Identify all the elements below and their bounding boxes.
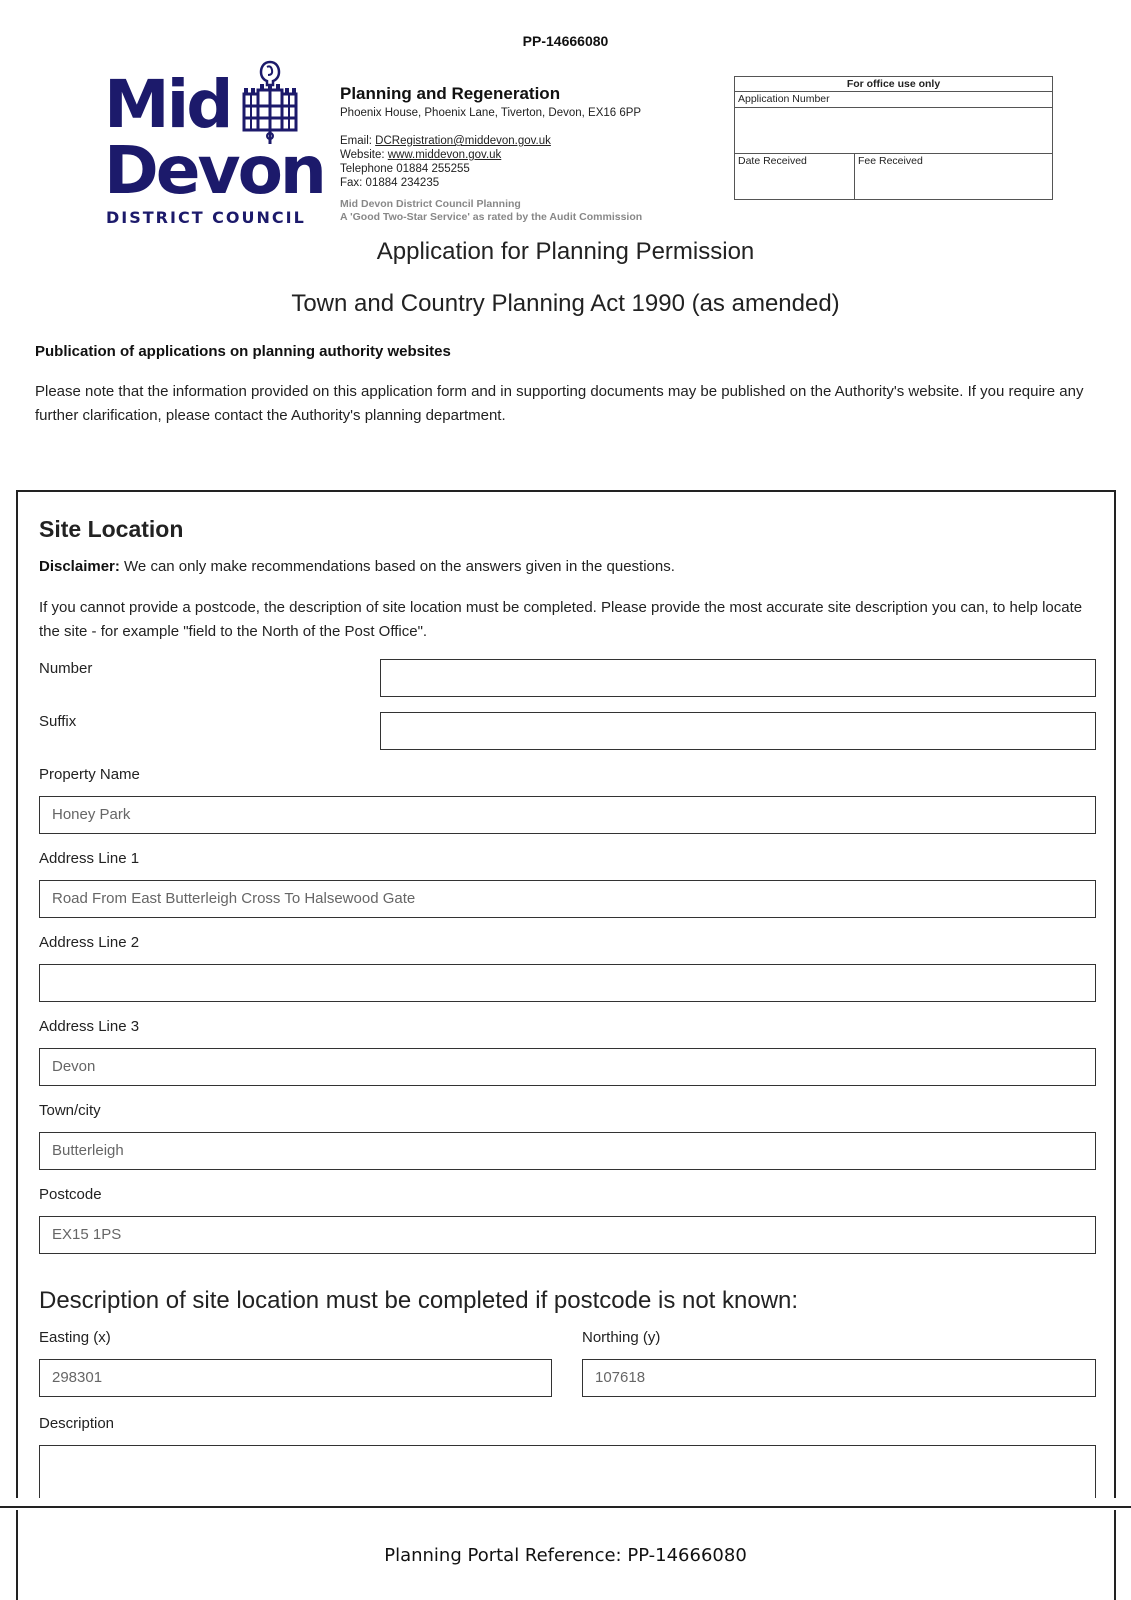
address-line-3-field[interactable]: Devon <box>39 1048 1096 1086</box>
section-title: Site Location <box>39 516 184 542</box>
logo-line-devon: Devon <box>104 132 324 209</box>
office-use-row <box>735 153 1052 200</box>
disclaimer-text: We can only make recommendations based on the answers given in the questions. <box>119 558 675 575</box>
address-line-3-label: Address Line 3 <box>39 1018 140 1035</box>
fax: Fax: 01884 234235 <box>340 177 440 189</box>
act-title: Town and Country Planning Act 1990 (as amended) <box>291 290 840 317</box>
website-label: Website: <box>340 149 388 161</box>
property-name-field[interactable]: Honey Park <box>39 796 1096 834</box>
footer-divider <box>0 1498 1131 1510</box>
office-use-box <box>734 76 1053 200</box>
office-use-heading: For office use only <box>735 77 1052 92</box>
tagline-rating: A 'Good Two-Star Service' as rated by the Audit Commission <box>340 211 643 223</box>
application-reference: PP-14666080 <box>522 33 609 49</box>
publication-text: Please note that the information provided on this application form and in supporting documents may be published on the Authority's website. If you require any further clarification, please contact the Authority's planning department. <box>35 383 1084 424</box>
postcode-label: Postcode <box>39 1186 102 1203</box>
tagline-council: Mid Devon District Council Planning <box>340 198 521 210</box>
website-line <box>340 148 720 162</box>
department-address: Phoenix House, Phoenix Lane, Tiverton, Devon, EX16 6PP <box>340 107 642 119</box>
northing-field[interactable]: 107618 <box>582 1359 1096 1397</box>
description-field[interactable] <box>39 1445 1096 1505</box>
disclaimer-label: Disclaimer: <box>39 558 120 575</box>
number-field[interactable] <box>380 659 1096 697</box>
suffix-label: Suffix <box>39 713 77 730</box>
department-title: Planning and Regeneration <box>340 84 561 103</box>
town-field[interactable]: Butterleigh <box>39 1132 1096 1170</box>
instructions: If you cannot provide a postcode, the description of site location must be completed. Please provide the most accurate site description you can, to help locate the site - for example "field to the North of the Post Office". <box>39 599 1083 640</box>
property-name-label: Property Name <box>39 766 140 783</box>
form-title: Application for Planning Permission <box>376 238 755 265</box>
easting-label: Easting (x) <box>39 1329 111 1346</box>
telephone: Telephone 01884 255255 <box>340 163 470 175</box>
description-label: Description <box>39 1415 115 1432</box>
suffix-field[interactable] <box>380 712 1096 750</box>
website-link[interactable]: www.middevon.gov.uk <box>387 149 502 161</box>
postcode-field[interactable]: EX15 1PS <box>39 1216 1096 1254</box>
town-label: Town/city <box>39 1102 101 1119</box>
address-line-2-field[interactable] <box>39 964 1096 1002</box>
footer-reference: Planning Portal Reference: PP-14666080 <box>384 1545 747 1566</box>
date-received-label: Date Received <box>735 154 855 200</box>
number-label: Number <box>39 660 93 677</box>
council-crest-icon <box>240 58 300 148</box>
email-label: Email: <box>340 135 376 147</box>
address-line-1-label: Address Line 1 <box>39 850 140 867</box>
address-line-2-label: Address Line 2 <box>39 934 140 951</box>
mid-devon-logo <box>104 58 324 230</box>
department-block <box>340 84 720 224</box>
disclaimer <box>39 558 675 575</box>
description-heading: Description of site location must be completed if postcode is not known: <box>39 1287 799 1314</box>
address-line-1-field[interactable]: Road From East Butterleigh Cross To Halsewood Gate <box>39 880 1096 918</box>
email-line <box>340 134 720 148</box>
northing-label: Northing (y) <box>582 1329 661 1346</box>
application-number-area <box>735 107 1052 153</box>
logo-line-council: DISTRICT COUNCIL <box>106 208 306 227</box>
publication-heading: Publication of applications on planning authority websites <box>35 343 451 360</box>
easting-field[interactable]: 298301 <box>39 1359 552 1397</box>
application-number-label: Application Number <box>738 93 830 105</box>
site-location-panel <box>16 490 1116 1600</box>
email-link[interactable]: DCRegistration@middevon.gov.uk <box>375 135 551 147</box>
logo-line-mid: Mid <box>104 66 231 143</box>
footer-rule <box>0 1506 1131 1508</box>
fee-received-label: Fee Received <box>858 155 923 167</box>
